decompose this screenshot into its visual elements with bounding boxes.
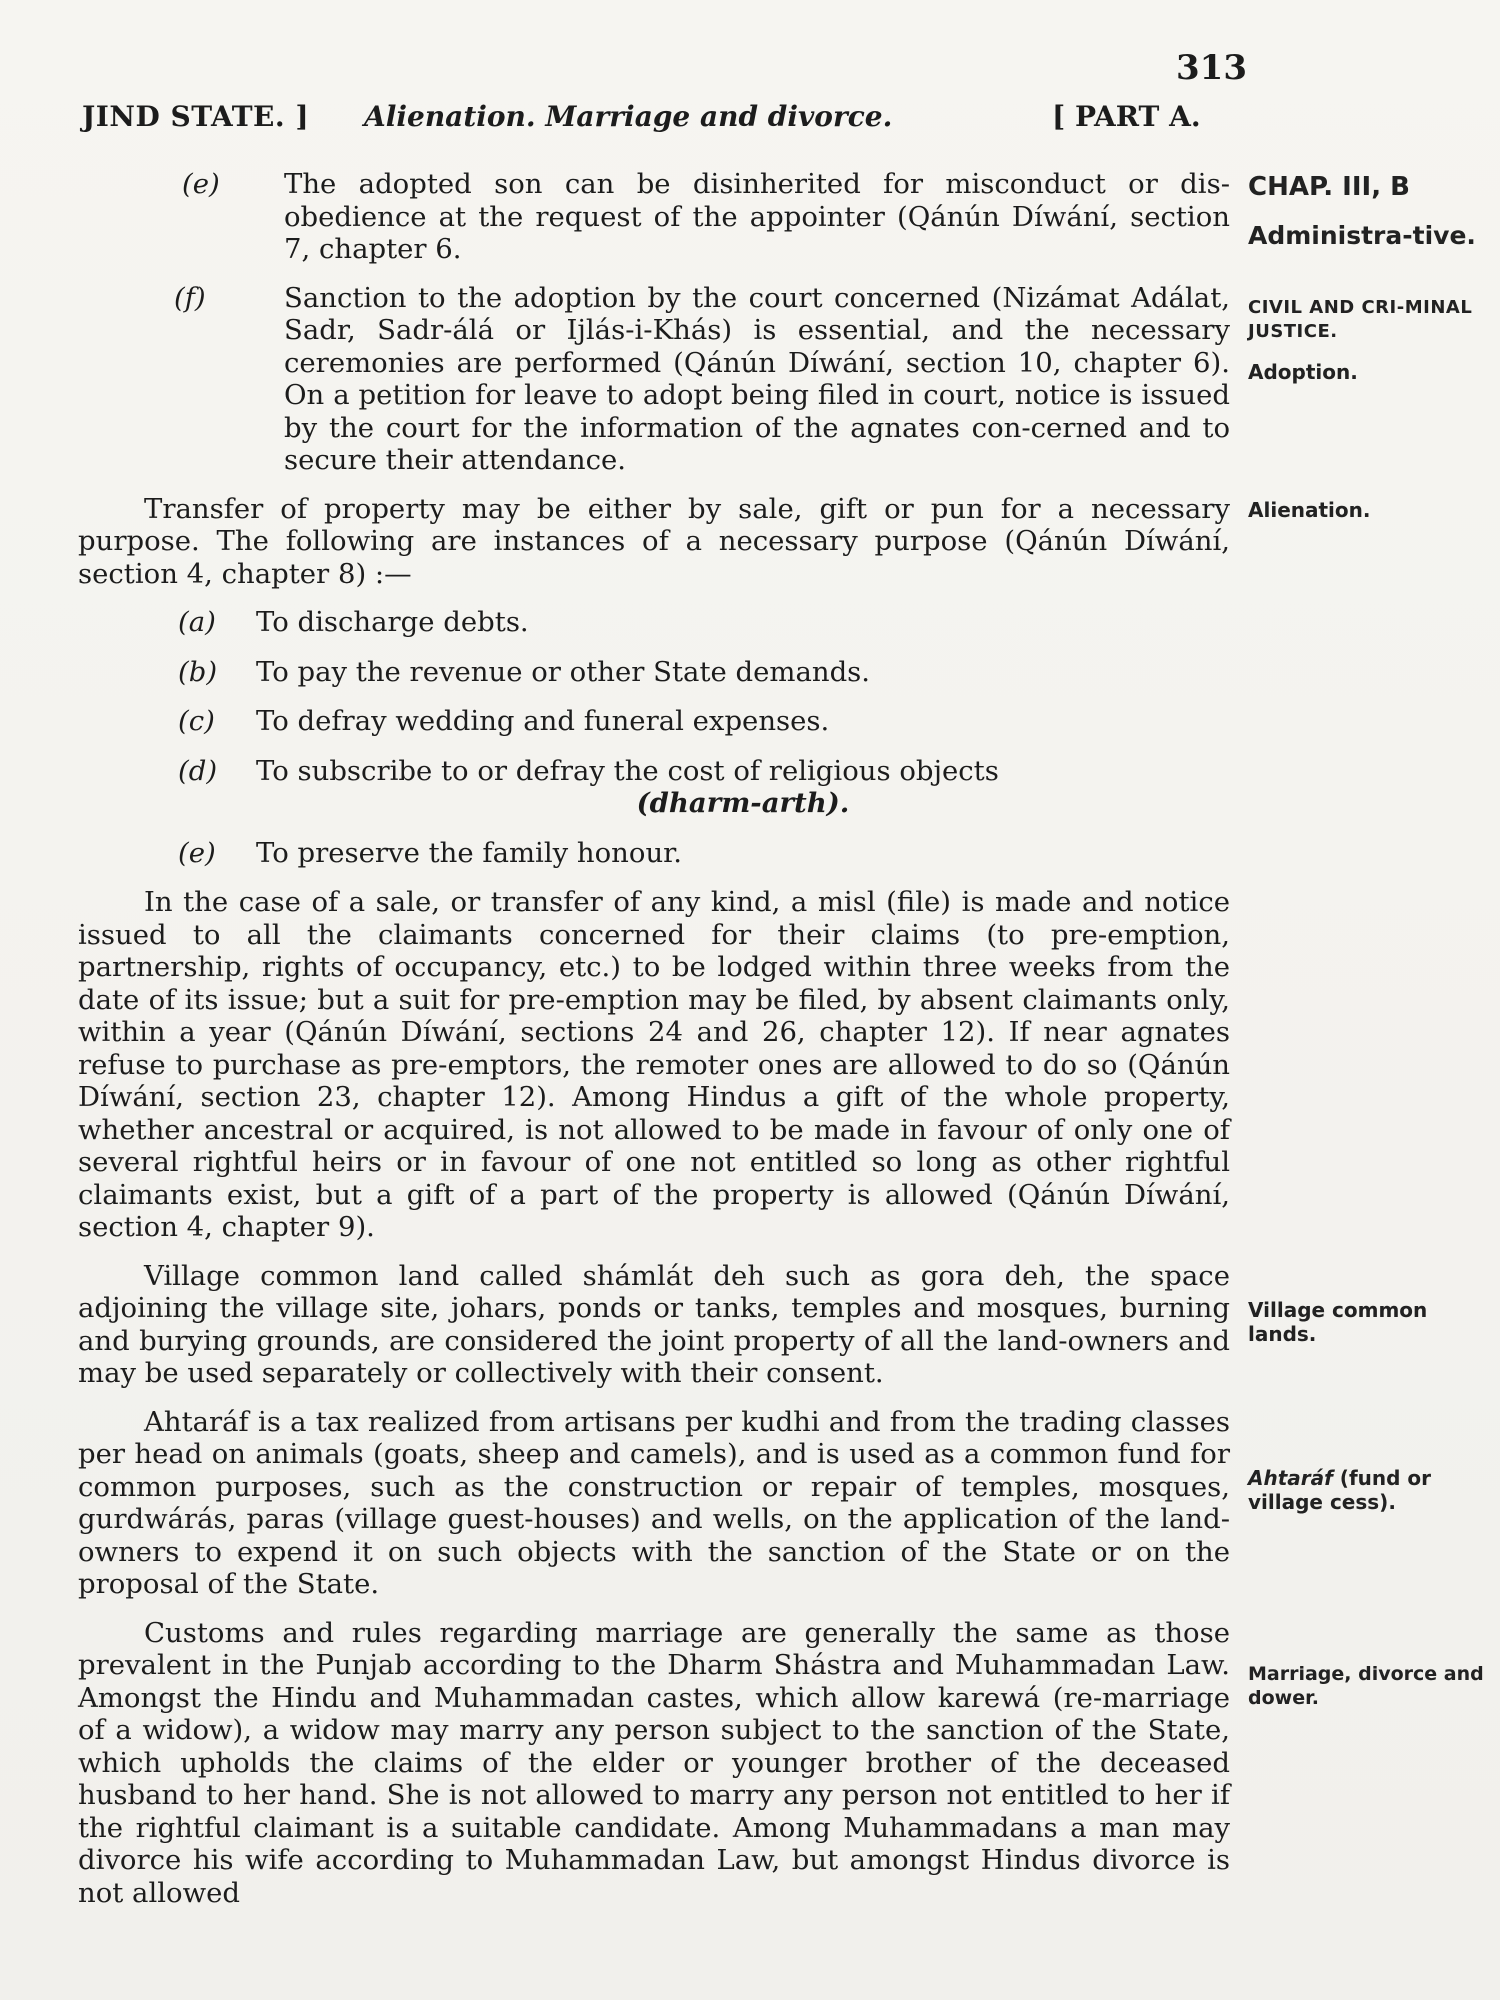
margin-alienation: Alienation. xyxy=(1248,498,1371,522)
running-head-left: JIND STATE. ] xyxy=(82,100,310,133)
list-item-label: (a) xyxy=(178,606,216,638)
margin-ahtaraf-rest: (fund or village cess). xyxy=(1248,1466,1432,1514)
list-item-text: To preserve the family honour. xyxy=(256,836,683,869)
list-item xyxy=(78,606,1230,639)
necessary-purposes-list xyxy=(78,606,1230,869)
sale-paragraph: In the case of a sale, or transfer of any kind, a misl (file) is made and notice issued to all the claimants concerned for their claims (to pre-emption, partnership, rights of occupancy, etc.) to be lodged within three weeks from the date of its issue; but a suit for pre-emption may be filed, by absent claimants only, within a year (Qánún Díwání, sections 24 and 26, chapter 12). If near agnates refuse to purchase as pre-emptors, the remoter ones are allowed to do so (Qánún Díwání, section 23, chapter 12). Among Hindus a gift of the whole property, whether ancestral or acquired, is not allowed to be made in favour of only one of several rightful heirs or in favour of one not entitled so long as other rightful claimants exist, but a gift of a part of the property is allowed (Qánún Díwání, section 4, chapter 9). xyxy=(78,886,1230,1243)
list-item-text: To subscribe to or defray the cost of religious objects xyxy=(256,754,999,787)
list-item-text: To pay the revenue or other State demands. xyxy=(256,655,871,688)
margin-chapter xyxy=(1248,172,1490,202)
running-head xyxy=(82,100,1232,144)
margin-civil-justice: CIVIL AND CRI-MINAL JUSTICE. xyxy=(1248,297,1473,342)
list-item xyxy=(78,837,1230,870)
clause-e xyxy=(78,168,1230,266)
margin-ahtaraf xyxy=(1248,1466,1490,1514)
margin-administrative: Administra-tive. xyxy=(1248,221,1476,250)
list-item xyxy=(78,755,1230,820)
clause-f-text: Sanction to the adoption by the court concerned (Nizámat Adálat, Sadr, Sadr-álá or Ijlás-i-Khás) is essential, and the necessary ceremonies are performed (Qánún Díwání, section 10, chapter 6). On a petition for leave to adopt being filed in court, notice is issued by the court for the information of the agnates con-cerned and to secure their attendance. xyxy=(284,281,1230,476)
margin-chapter-label: CHAP. III, B xyxy=(1248,172,1410,202)
list-item-label: (c) xyxy=(178,705,215,737)
margin-marriage: Marriage, divorce and dower. xyxy=(1248,1663,1484,1709)
margin-adoption: Adoption. xyxy=(1248,360,1358,384)
main-text xyxy=(78,168,1230,1925)
list-item-text: To discharge debts. xyxy=(256,606,529,638)
page-number: 313 xyxy=(1176,48,1247,88)
running-head-right: [ PART A. xyxy=(1052,100,1201,133)
clause-f-label: (f) xyxy=(174,281,206,314)
clause-f xyxy=(78,282,1230,477)
list-item xyxy=(78,656,1230,689)
clause-e-text: The adopted son can be disinherited for misconduct or dis-obedience at the request of the appointer (Qánún Díwání, section 7, chapter 6. xyxy=(284,168,1230,265)
marriage-paragraph: Customs and rules regarding marriage are generally the same as those prevalent in the Punjab according to the Dharm Shástra and Muhammadan Law. Amongst the Hindu and Muhammadan castes, which allow karewá (re-marriage of a widow), a widow may marry any person subject to the sanction of the State, which upholds the claims of the elder or younger brother of the deceased husband to her hand. She is not allowed to marry any person not entitled to her if the rightful claimant is a suitable candidate. Among Muhammadans a man may divorce his wife according to Muhammadan Law, but amongst Hindus divorce is not allowed xyxy=(78,1616,1230,1909)
list-item xyxy=(78,705,1230,738)
ahtaraf-paragraph: Ahtaráf is a tax realized from artisans per kudhi and from the trading classes per head on animals (goats, sheep and camels), and is used as a common fund for common purposes, such as the construction or repair of temples, mosques, gurdwárás, paras (village guest-houses) and wells, on the application of the land-owners to expend it on such objects with the sanction of the State or on the proposal of the State. xyxy=(78,1405,1230,1600)
margin-village-common-lands: Village common lands. xyxy=(1248,1298,1428,1346)
village-common-land-paragraph: Village common land called shámlát deh such as gora deh, the space adjoining the village site, johars, ponds or tanks, temples and mosques, burning and burying grounds, are considered the joint property of all the land-owners and may be used separately or collectively with their consent. xyxy=(78,1259,1230,1389)
list-item-label: (b) xyxy=(178,655,218,688)
list-item-continuation: (dharm-arth). xyxy=(636,787,850,819)
transfer-paragraph: Transfer of property may be either by sale, gift or pun for a necessary purpose. The following are instances of a necessary purpose (Qánún Díwání, section 4, chapter 8) :— xyxy=(78,492,1230,590)
clause-e-label: (e) xyxy=(182,168,220,200)
running-head-center: Alienation. Marriage and divorce. xyxy=(364,100,893,133)
list-item-label: (d) xyxy=(178,754,218,787)
list-item-text: To defray wedding and funeral expenses. xyxy=(256,705,830,737)
list-item-label: (e) xyxy=(178,836,216,869)
margin-ahtaraf-term: Ahtaráf xyxy=(1248,1466,1333,1490)
